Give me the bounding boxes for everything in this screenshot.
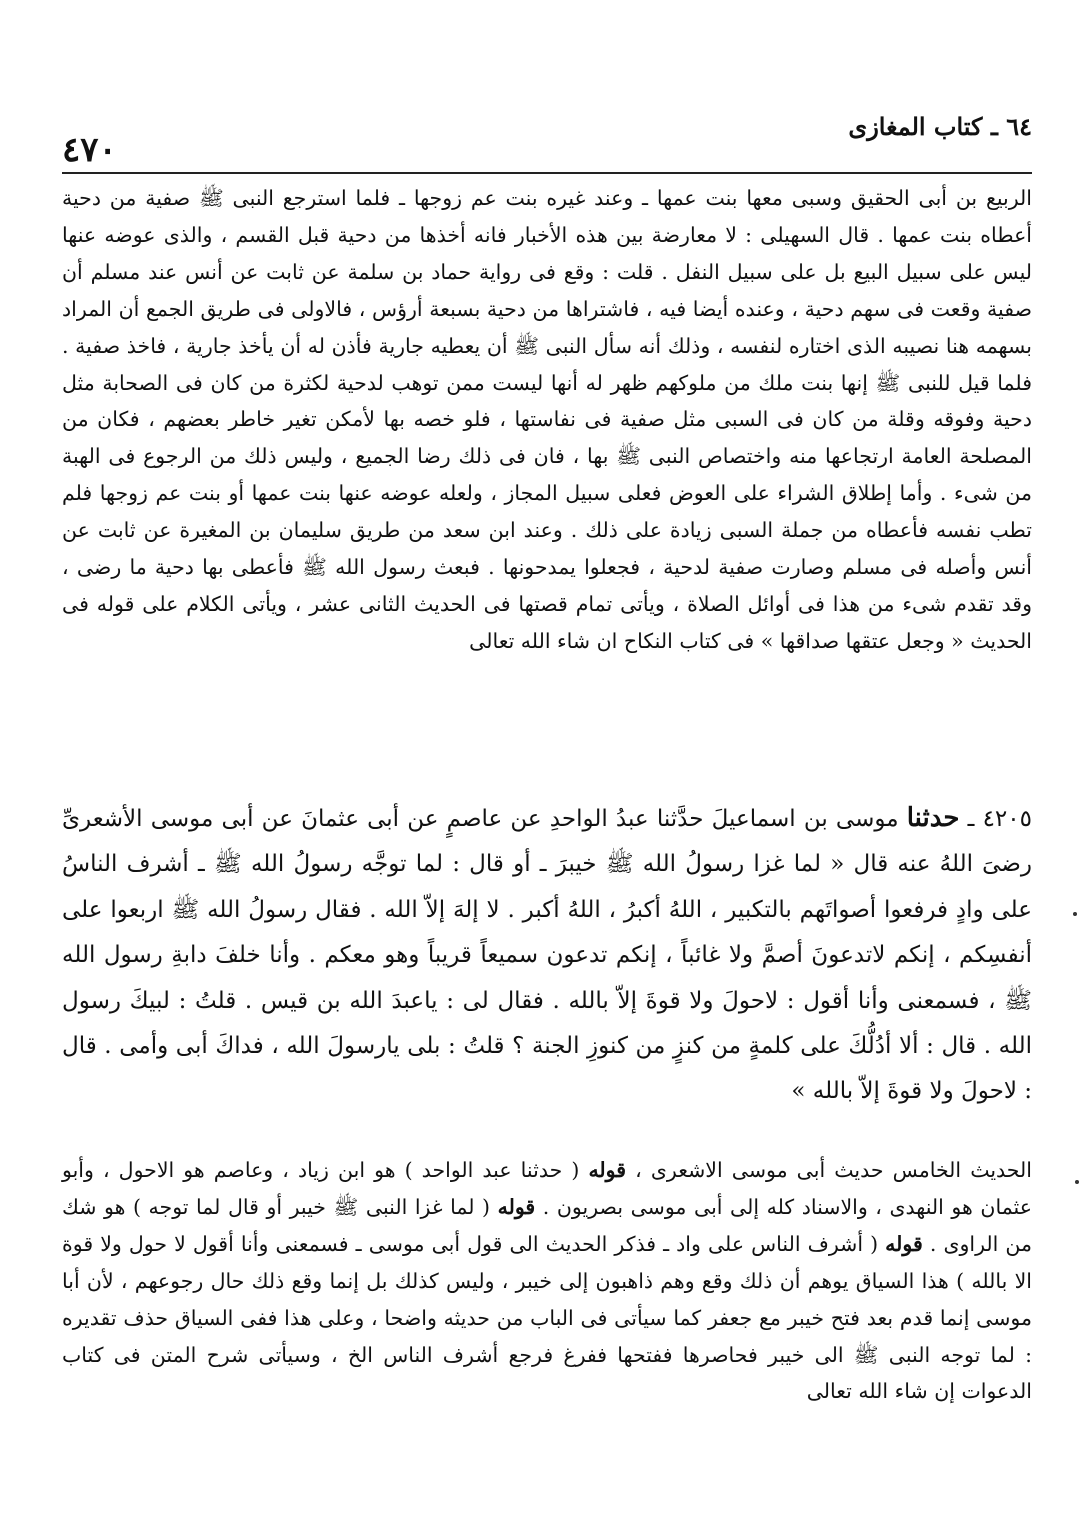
commentary-top bbox=[62, 180, 1032, 660]
keyword-qawluhu: قوله bbox=[885, 1231, 923, 1256]
commentary-bottom-part1: الحديث الخامس حديث أبى موسى الاشعرى ، bbox=[635, 1158, 1032, 1182]
commentary-bottom-part3: ( لما غزا النبى ﷺ خيبر أو قال لما توجه ) هو شك من الراوى . bbox=[62, 1194, 1032, 1256]
hadith-label: حدثنا bbox=[906, 803, 960, 833]
hadith-paragraph bbox=[62, 796, 1032, 1115]
commentary-bottom bbox=[62, 1152, 1032, 1410]
keyword-qawluhu: قوله bbox=[497, 1194, 536, 1219]
commentary-top-paragraph: الربيع بن أبى الحقيق وسبى معها بنت عمها ـ وعند غيره بنت عم زوجها ـ فلما استرجع النبى ﷺ صفية من دحية أعطاه بنت عمها . قال السهيلى : لا معارضة بين هذه الأخبار فانه أخذها من دحية قبل القسم ، والذى عوضه عنها ليس على سبيل البيع بل على سبيل النفل . قلت : وقع فى رواية حماد بن سلمة عن ثابت عن أنس عند مسلم أن صفية وقعت فى سهم دحية ، وعنده أيضا فيه ، فاشتراها من دحية بسبعة أرؤس ، فالاولى فى طريق الجمع أن المراد بسهمه هنا نصيبه الذى اختاره لنفسه ، وذلك أنه سأل النبى ﷺ أن يعطيه جارية فأذن له أن يأخذ جارية ، فاخذ صفية . فلما قيل للنبى ﷺ إنها بنت ملك من ملوكهم ظهر له أنها ليست ممن توهب لدحية لكثرة من كان فى الصحابة مثل دحية وفوقه وقلة من كان فى السبى مثل صفية فى نفاستها ، فلو خصه بها لأمكن تغير خاطر بعضهم ، فكان من المصلحة العامة ارتجاعها منه واختصاص النبى ﷺ بها ، فان فى ذلك رضا الجميع ، وليس ذلك من الرجوع فى الهبة من شىء . وأما إطلاق الشراء على العوض فعلى سبيل المجاز ، ولعله عوضه عنها بنت عمها أو بنت عم زوجها فلم تطب نفسه فأعطاه من جملة السبى زيادة على ذلك . وعند ابن سعد من طريق سليمان بن المغيرة عن ثابت عن أنس وأصله فى مسلم وصارت صفية لدحية ، فجعلوا يمدحونها . فبعث رسول الله ﷺ فأعطى بها دحية ما رضى ، وقد تقدم شىء من هذا فى أوائل الصلاة ، ويأتى تمام قصتها فى الحديث الثانى عشر ، ويأتى الكلام على قوله فى الحديث « وجعل عتقها صداقها » فى كتاب النكاح ان شاء الله تعالى bbox=[62, 186, 1032, 653]
commentary-bottom-paragraph bbox=[62, 1152, 1032, 1410]
running-title: ٦٤ ـ كتاب المغازى bbox=[848, 112, 1032, 141]
header-rule bbox=[62, 172, 1032, 174]
page-number: ٤٧٠ bbox=[62, 130, 117, 170]
page-header bbox=[62, 112, 1032, 172]
hadith-text: موسى بن اسماعيلَ حدَّثنا عبدُ الواحدِ عن عاصمٍ عن أبى عثمانَ عن أبى موسى الأشعرىِّ رضىَ اللهُ عنه قال « لما غزا رسولُ الله ﷺ خيبرَ ـ أو قال : لما توجَّه رسولُ الله ﷺ ـ أشرف الناسُ على وادٍ فرفعوا أصواتَهم بالتكبير ، اللهُ أكبرُ ، اللهُ أكبر . لا إلهَ إلاّ الله . فقال رسولُ الله ﷺ اربعوا على أنفسِكم ، إنكم لاتدعونَ أصمَّ ولا غائباً ، إنكم تدعون سميعاً قريباً وهو معكم . وأنا خلفَ دابةِ رسول الله ﷺ ، فسمعنى وأنا أقول : لاحولَ ولا قوةَ إلاّ بالله . فقال لى : ياعبدَ الله بن قيس . قلتُ : لبيكَ رسول الله . قال : ألا أدُلُّكَ على كلمةٍ من كنزٍ من كنوزِ الجنة ؟ قلتُ : بلى يارسولَ الله ، فداكَ أبى وأمى . قال : لاحولَ ولا قوةَ إلاّ بالله » bbox=[62, 806, 1032, 1105]
margin-dot-mark bbox=[1073, 912, 1077, 916]
margin-dot-mark bbox=[1075, 1180, 1079, 1184]
hadith-number: ٤٢٠٥ ـ bbox=[967, 806, 1032, 832]
hadith-block bbox=[62, 796, 1032, 1115]
commentary-bottom-part4: ( أشرف الناس على واد ـ فذكر الحديث الى قول أبى موسى ـ فسمعنى وأنا أقول لا حول ولا قوة الا بالله ) هذا السياق يوهم أن ذلك وقع وهم ذاهبون إلى خيبر ، وليس كذلك بل إنما وقع ذلك حال رجوعهم ، لأن أبا موسى إنما قدم بعد فتح خيبر مع جعفر كما سيأتى فى الباب من حديثه واضحا ، وعلى هذا ففى السياق حذف تقديره : لما توجه النبى ﷺ الى خيبر فحاصرها ففتحها ففرغ فرجع أشرف الناس الخ ، وسيأتى شرح المتن فى كتاب الدعوات إن شاء الله تعالى bbox=[62, 1231, 1032, 1404]
commentary-bottom-part2: ( حدثنا عبد الواحد ) هو ابن زياد ، وعاصم هو الاحول ، وأبو عثمان هو النهدى ، والاسناد كله إلى أبى موسى بصريون . bbox=[62, 1158, 1032, 1219]
keyword-qawluhu: قوله bbox=[588, 1158, 627, 1182]
